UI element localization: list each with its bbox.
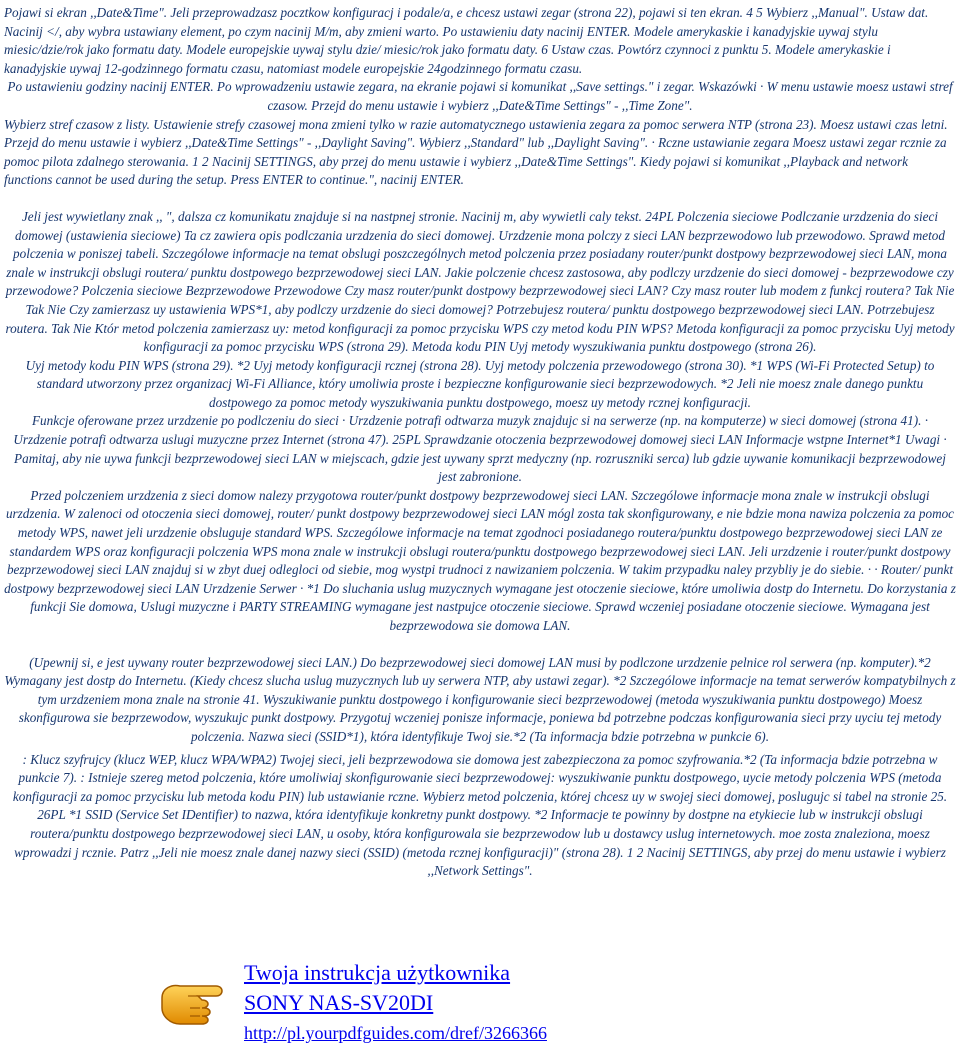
paragraph-network-functions: Funkcje oferowane przez urzdzenie po podlczeniu do sieci · Urzdzenie potrafi odtwarza muzyk znajdujc si na serwerze (np. na komputerze) w sieci domowej (strona 41). · Urzdzenie potrafi odtwarza uslugi muzyczne przez Internet (strona 47). 25PL Sprawdzanie otoczenia bezprzewodowej domowej sieci LAN Informacje wstpne Internet*1 Uwagi · Pamitaj, aby nie uywa funkcji bezprzewodowej sieci LAN w miejscach, gdzie jest uywany sprzt medyczny (np. rozruszniki serca) lub gdzie uywanie komunikacji bezprzewodowej jest zabronione. (13, 413, 947, 485)
paragraph-encryption-key: : Klucz szyfrujcy (klucz WEP, klucz WPA/WPA2) Twojej sieci, jeli bezprzewodowa sie domowa jest zabezpieczona za pomoc szyfrowania.*2 (Ta informacja bdzie potrzebna w punkcie 7). : Istnieje szereg metod polczenia, które umoliwiaj skonfigurowanie sieci bezprzewodowej: wyszukiwanie punktu dostpowego, uycie metody polczenia WPS (metoda konfiguracji za pomoc przycisku lub metoda kodu PIN) lub ustawianie rczne. Wybierz metod polczenia, której chcesz uy w swojej sieci domowej, poslugujc si tabel na stronie 25. 26PL *1 SSID (Service Set IDentifier) to nazwa, która identyfikuje konkretny punkt dostpowy. *2 Informacje te powinny by dostpne na etykiecie lub w instrukcji obslugi routera/punktu dostpowego bezprzewodowej sieci LAN, u osoby, która konfigurowala sie bezprzewodow lub u dostawcy uslug internetowych. moe zosta znaleziona, moesz wprowadzi j rcznie. Patrz ,,Jeli nie moesz znale danej nazwy sieci (SSID) (metoda rcznej konfiguracji)" (strona 28). 1 2 Nacinij SETTINGS, aby przej do menu ustawie i wybierz ,,Network Settings". (12, 751, 948, 879)
paragraph-network-connections: Jeli jest wywietlany znak ,, ", dalsza cz komunikatu znajduje si na nastpnej stronie. Nacinij m, aby wywietli caly tekst. 24PL Polczenia sieciowe Podlczanie urzdzenia do sieci domowej (ustawienia sieciowe) Ta cz zawiera opis podlczania urzdzenia do sieci domowej. Urzdzenie mona polczy z sieci LAN bezprzewodowo lub przewodowo. Sprawd metod polczenia w poniszej tabeli. Szczególowe informacje na temat obslugi poszczególnych metod polczenia przez posiadany router/punkt dostpowy bezprzewodowej sieci LAN, mona znale w instrukcji obslugi routera/ punktu dostpowego bezprzewodowej sieci LAN. Jakie polczenie chcesz zastosowa, aby podlczy urzdzenie do sieci domowej - bezprzewodowe czy przewodowe? Polczenia sieciowe Bezprzewodowe Przewodowe Czy masz router/punkt dostpowy bezprzewodowej sieci LAN? Czy masz router lub modem z funkcj routera? Tak Nie Tak Nie Czy zamierzasz uy ustawienia WPS*1, aby podlczy urzdzenie do sieci domowej? Potrzebujesz routera/ punktu dostpowego bezprzewodowej sieci LAN. Potrzebujesz routera. Tak Nie Któr metod polczenia zamierzasz uy: metod konfiguracji za pomoc przycisku WPS czy metod kodu PIN WPS? Metoda konfiguracji za pomoc przycisku Uyj metody konfiguracji za pomoc przycisku WPS (strona 29). Metoda kodu PIN Uyj metody wyszukiwania punktu dostpowego (strona 26). (5, 208, 955, 355)
paragraph-date-time: Pojawi si ekran ,,Date&Time". Jeli przeprowadzasz pocztkow konfiguracj i podale/a, e chcesz ustawi zegar (strona 22), pojawi si ten ekran. 4 5 Wybierz ,,Manual". Ustaw dat. Nacinij </, aby wybra ustawiany element, po czym nacinij M/m, aby zmieni warto. Po ustawieniu daty nacinij ENTER. Modele amerykaskie i kanadyjskie uywaj stylu miesic/dzie/rok jako formatu daty. Modele europejskie uywaj stylu dzie/ miesic/rok jako formatu daty. 6 Ustaw czas. Powtórz czynnoci z punktu 5. Modele amerykaskie i kanadyjskie uywaj 12-godzinnego formatu czasu, natomiast modele europejskie 24godzinnego formatu czasu. (4, 5, 929, 76)
document-body (4, 4, 956, 881)
manual-link[interactable]: Twoja instrukcja użytkownika (244, 960, 511, 985)
paragraph-time-zone: Wybierz stref czasow z listy. Ustawienie strefy czasowej mona zmieni tylko w razie automatycznego ustawienia zegara za pomoc serwera NTP (strona 23). Moesz ustawi czas letni. Przejd do menu ustawie i wybierz ,,Date&Time Settings" - ,,Daylight Saving". Wybierz ,,Standard" lub ,,Daylight Saving". · Rczne ustawianie zegara Moesz ustawi zegar rcznie za pomoc pilota zdalnego sterowania. 1 2 Nacinij SETTINGS, aby przej do menu ustawie i wybierz ,,Date&Time Settings". Kiedy pojawi si komunikat ,,Playback and network functions cannot be used during the setup. Press ENTER to continue.", nacinij ENTER. (4, 116, 948, 188)
paragraph-access-point-search: (Upewnij si, e jest uywany router bezprzewodowej sieci LAN.) Do bezprzewodowej sieci domowej LAN musi by podlczone urzdzenie pelnice rol serwera (np. komputer).*2 Wymagany jest dostp do Internetu. (Kiedy chcesz slucha uslug muzycznych lub uy serwera NTP, aby ustawi zegar). *2 Szczególowe informacje na temat serwerów kompatybilnych z tym urzdzeniem mona znale na stronie 41. Wyszukiwanie punktu dostpowego i konfigurowanie sieci bezprzewodowej (metoda wyszukiwania punktu dostpowego) Moesz skonfigurowa sie bezprzewodow, wyszukujc punkt dostpowy. Przygotuj wczeniej ponisze informacje, poniewa bd potrzebne podczas konfigurowania sieci przy uyciu tej metody polczenia. Nazwa sieci (SSID*1), która identyfikuje Twoj sie.*2 (Ta informacja bdzie potrzebna w punkcie 6). (4, 654, 956, 744)
product-link[interactable]: SONY NAS-SV20DI (244, 990, 434, 1015)
source-url-link[interactable]: http://pl.yourpdfguides.com/dref/3266366 (244, 1023, 547, 1043)
footer-links (244, 958, 547, 1046)
paragraph-wps-methods: Uyj metody kodu PIN WPS (strona 29). *2 Uyj metody konfiguracji rcznej (strona 28). Uyj metody polczenia przewodowego (strona 30). *1 WPS (Wi-Fi Protected Setup) to standard utworzony przez organizacj Wi-Fi Alliance, który umoliwia proste i bezpieczne konfigurowanie sieci bezprzewodowych. *2 Jeli nie moesz znale danego punktu dostpowego za pomoc metody wyszukiwania punktu dostpowego, moesz uy metody rcznej konfiguracji. (25, 357, 935, 410)
pointing-hand-icon (158, 968, 238, 1032)
footer (158, 958, 858, 1054)
paragraph-clock-setup: Po ustawieniu godziny nacinij ENTER. Po wprowadzeniu ustawie zegara, na ekranie pojawi si komunikat ,,Save settings." i zegar. Wskazówki · W menu ustawie moesz ustawi stref czasow. Przejd do menu ustawie i wybierz ,,Date&Time Settings" - ,,Time Zone". (7, 79, 953, 113)
paragraph-router-preparation: Przed polczeniem urzdzenia z sieci domow nalezy przygotowa router/punkt dostpowy bezprzewodowej sieci LAN. Szczególowe informacje mona znale w instrukcji obslugi urzdzenia. W zalenoci od otoczenia sieci domowej, router/ punkt dostpowy bezprzewodowej sieci LAN mógl zosta tak skonfigurowany, e nie bdzie mona nawiza polczenia za pomoc metody WPS, nawet jeli urzdzenie obsluguje standard WPS. Szczególowe informacje na temat zgodnoci posiadanego routera/punktu dostpowego bezprzewodowej sieci LAN ze standardem WPS oraz konfiguracji polczenia WPS mona znale w instrukcji obslugi routera/punktu dostpowego bezprzewodowej sieci LAN. Jeli urzdzenie i router/punkt dostpowy bezprzewodowej sieci LAN znajduj si w zbyt duej odlegloci od siebie, mog wystpi trudnoci z nawizaniem polczenia. W takim przypadku naley przybliy je do siebie. · · Router/ punkt dostpowy bezprzewodowej sieci LAN Urzdzenie Serwer · *1 Do sluchania uslug muzycznych wymagane jest otoczenie sieciowe, które umoliwia dostp do Internetu. Do korzystania z funkcji Sie domowa, Uslugi muzyczne i PARTY STREAMING wymagane jest nastpujce otoczenie sieciowe. Sprawd wczeniej posiadane otoczenie sieciowe. Wymagana jest bezprzewodowa sie domowa LAN. (4, 487, 956, 633)
